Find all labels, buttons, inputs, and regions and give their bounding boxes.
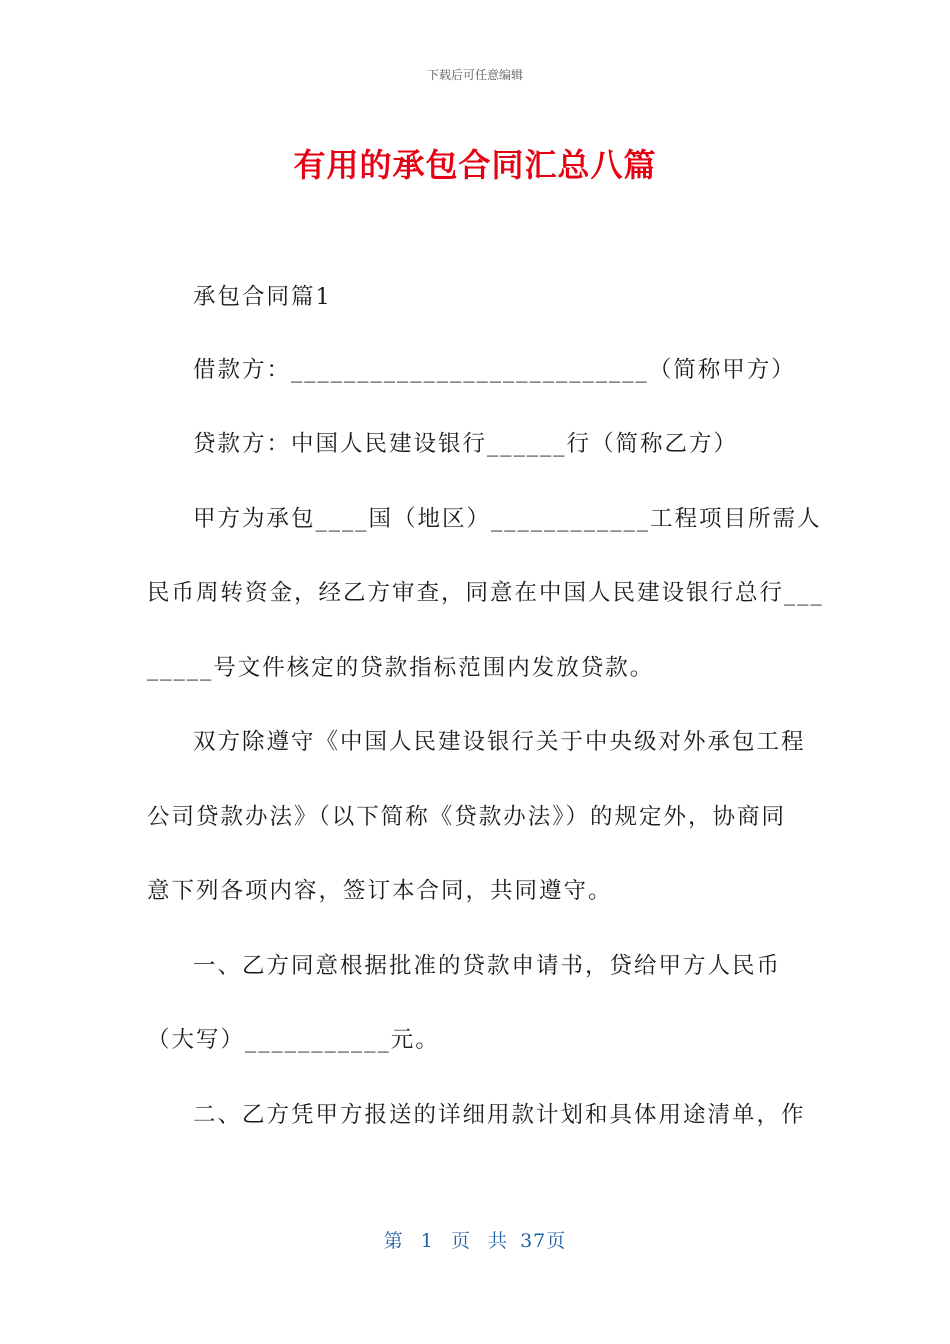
- paragraph-line: 甲方为承包____国（地区）____________工程项目所需人: [193, 506, 822, 532]
- clause-1-line: （大写）___________元。: [147, 1027, 440, 1053]
- current-page-number: 1: [420, 1230, 434, 1252]
- paragraph-line: 公司贷款办法》（以下简称《贷款办法》）的规定外，协商同: [147, 804, 787, 830]
- clause-1-line: 一、乙方同意根据批准的贷款申请书，贷给甲方人民币: [193, 953, 782, 979]
- total-pages: 37页: [520, 1230, 567, 1252]
- page-footer: [0, 1226, 950, 1253]
- document-title: 有用的承包合同汇总八篇: [293, 146, 657, 184]
- paragraph-line: 双方除遵守《中国人民建设银行关于中央级对外承包工程: [193, 729, 806, 755]
- footer-mid: 页: [450, 1230, 471, 1252]
- footer-total-label: 共: [488, 1230, 509, 1252]
- header-note: 下载后可任意编辑: [426, 68, 523, 82]
- borrower-line: 借款方：___________________________（简称甲方）: [193, 357, 796, 383]
- paragraph-line: 意下列各项内容，签订本合同，共同遵守。: [147, 878, 613, 904]
- lender-line: 贷款方：中国人民建设银行______行（简称乙方）: [193, 431, 739, 457]
- paragraph-line: 民币周转资金，经乙方审查，同意在中国人民建设银行总行___: [147, 580, 824, 606]
- section-heading: 承包合同篇1: [193, 284, 332, 310]
- paragraph-line: _____号文件核定的贷款指标范围内发放贷款。: [147, 655, 655, 681]
- clause-2-line: 二、乙方凭甲方报送的详细用款计划和具体用途清单，作: [193, 1102, 806, 1128]
- footer-prefix: 第: [383, 1230, 404, 1252]
